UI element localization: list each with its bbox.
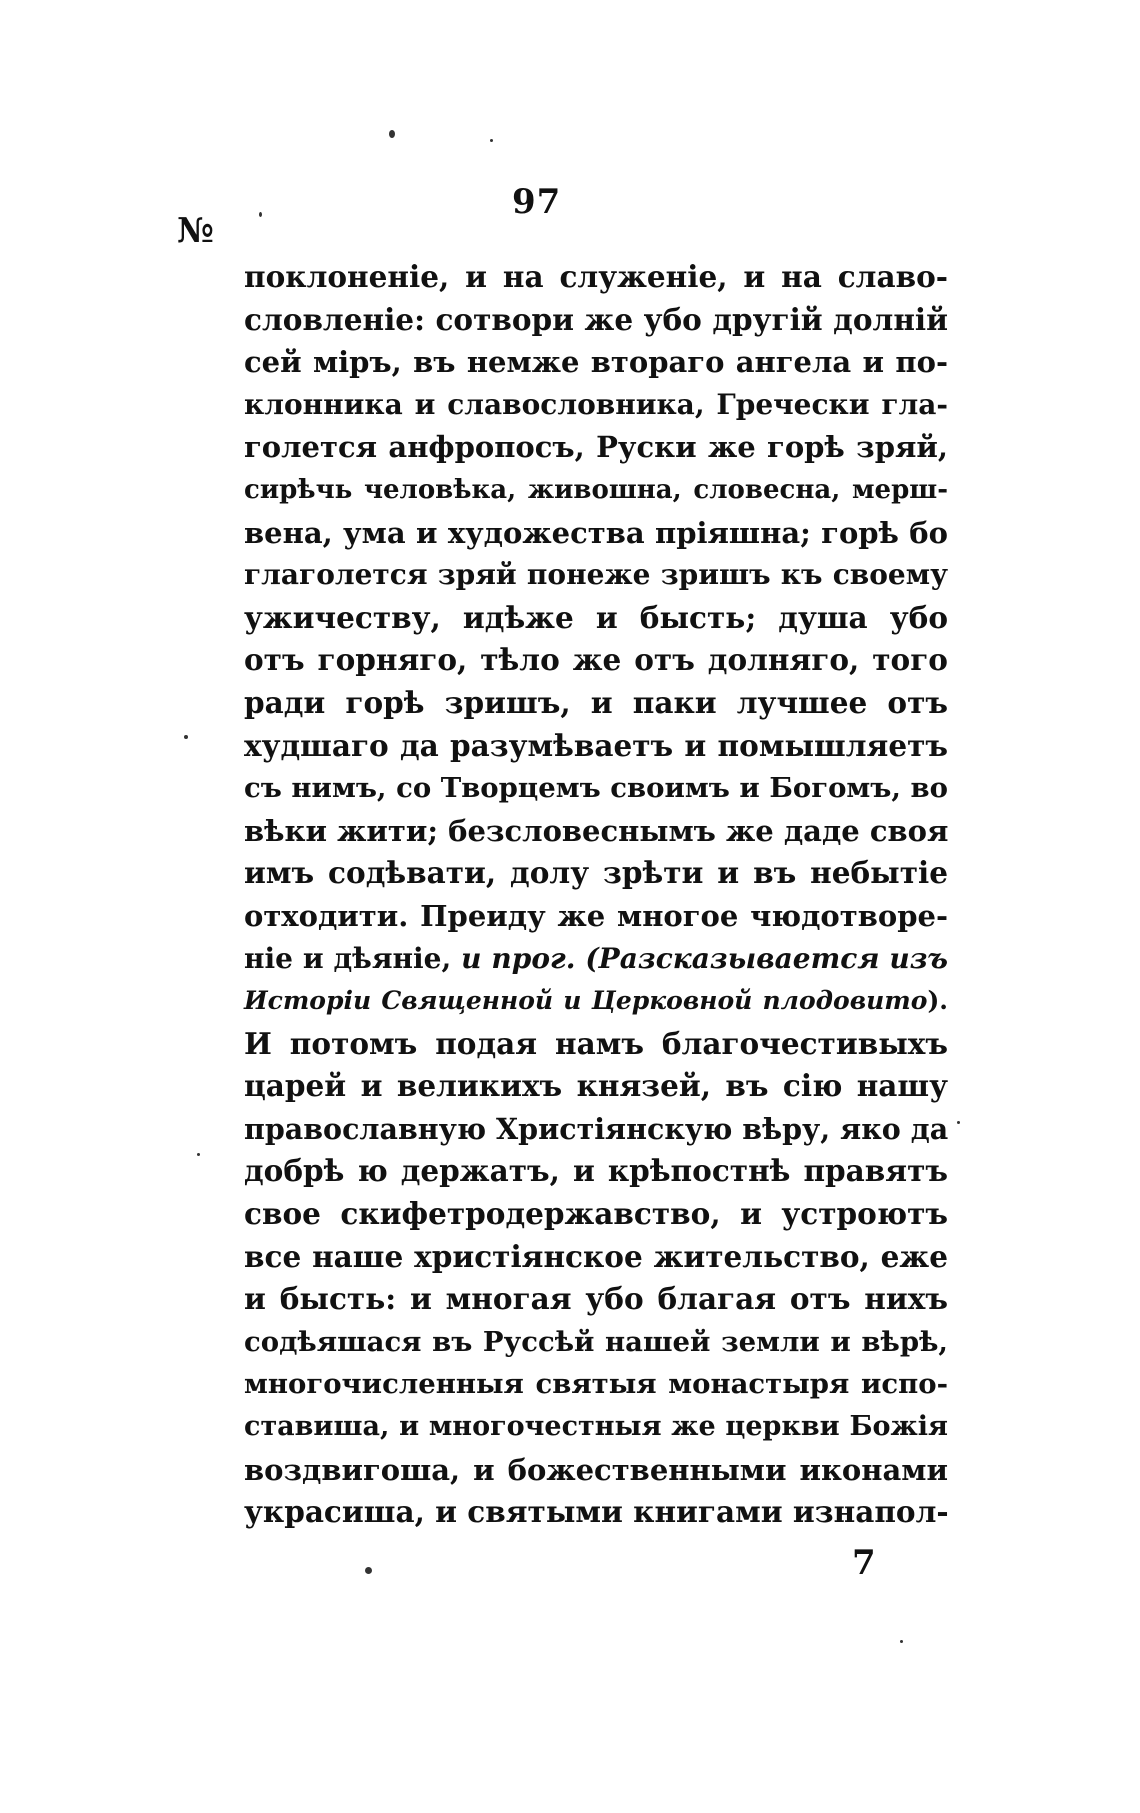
text-line <box>244 1193 948 1236</box>
text-segment: ). <box>927 986 948 1016</box>
signature-mark: 7 <box>852 1543 876 1583</box>
text-line <box>244 1150 948 1193</box>
text-line <box>244 1108 948 1151</box>
text-segment: имъ содѣвати, долу зрѣти и въ небытіе <box>244 855 948 891</box>
text-line <box>244 469 948 512</box>
text-segment: И потомъ подая намъ благочестивыхъ <box>244 1025 948 1061</box>
text-segment: сирѣчь человѣка, живошна, словесна, мерш- <box>244 474 948 505</box>
text-line <box>244 639 948 682</box>
text-line <box>244 810 948 853</box>
text-segment: отъ горняго, тѣло же отъ долняго, того <box>244 642 948 678</box>
text-line <box>244 725 948 768</box>
text-segment: царей и великихъ князей, въ сію нашу <box>244 1068 948 1104</box>
text-segment: и прог. (Разсказывается изъ <box>461 941 949 975</box>
text-segment: все наше христіянское жительство, еже <box>244 1238 948 1274</box>
text-line <box>244 767 948 810</box>
text-line <box>244 1236 948 1279</box>
text-segment: отходити. Преиду же многое чюдотворе- <box>244 898 948 933</box>
text-line <box>244 341 948 384</box>
text-segment: добрѣ ю держатъ, и крѣпостнѣ правятъ <box>244 1153 948 1189</box>
text-line <box>244 384 948 427</box>
text-line <box>244 1023 948 1066</box>
text-segment: ставиша, и многочестныя же церкви Божія <box>244 1411 948 1443</box>
ink-speck <box>365 1567 372 1574</box>
text-line <box>244 895 948 938</box>
text-line <box>244 852 948 895</box>
ink-speck <box>389 130 395 138</box>
page-number: 97 <box>512 182 562 222</box>
text-segment: словленіе: сотвори же убо другій долній <box>244 301 948 337</box>
text-line <box>244 554 948 597</box>
text-line <box>244 1491 948 1534</box>
text-line <box>244 256 948 299</box>
text-segment: содѣяшася въ Руссѣй нашей земли и вѣрѣ, <box>244 1325 948 1358</box>
text-segment: ужичеству, идѣже и бысть; душа убо <box>244 599 948 635</box>
text-line <box>244 1065 948 1108</box>
ink-speck <box>900 1640 903 1643</box>
ink-speck <box>197 1153 200 1156</box>
text-segment: худшаго да разумѣваетъ и помышляетъ <box>244 727 948 763</box>
text-segment: украсиша, и святыми книгами изнапол- <box>244 1494 949 1530</box>
text-segment: клонника и славословника, Гречески гла- <box>244 387 948 421</box>
text-segment: многочисленныя святыя монастыря испо- <box>244 1368 948 1401</box>
text-line <box>244 980 948 1023</box>
text-segment: Исторіи Священной и Церковной плодовито <box>244 986 928 1016</box>
text-line <box>244 1321 948 1364</box>
text-segment: вѣки жити; безсловеснымъ же даде своя <box>244 813 949 848</box>
text-segment: сей міръ, въ немже вторaго ангела и по- <box>244 345 948 380</box>
ink-speck <box>957 1121 960 1124</box>
text-segment: ніе и дѣяніе, <box>244 941 462 975</box>
text-line <box>244 512 948 555</box>
ink-speck <box>490 139 493 142</box>
text-segment: свое скифетродержавство, и устроютъ <box>244 1196 948 1232</box>
text-segment: голется анфропосъ, Руски же горѣ зряй, <box>244 430 948 465</box>
ink-speck <box>259 212 262 217</box>
text-line <box>244 938 948 981</box>
ink-speck <box>184 735 188 739</box>
text-segment: воздвигоша, и божественными иконами <box>244 1452 948 1487</box>
text-line <box>244 597 948 640</box>
body-text <box>244 256 948 1534</box>
text-line <box>244 299 948 342</box>
text-line <box>244 1406 948 1449</box>
text-line <box>244 1278 948 1321</box>
number-sign: № <box>177 211 214 251</box>
text-segment: съ нимъ, со Творцемъ своимъ и Богомъ, во <box>244 772 948 805</box>
text-line <box>244 1363 948 1406</box>
text-segment: глаголется зряй понеже зришъ къ своему <box>244 558 948 592</box>
text-line <box>244 426 948 469</box>
text-segment: ради горѣ зришъ, и паки лучшее отъ <box>244 684 948 720</box>
text-segment: и бысть: и многая убо благая отъ нихъ <box>244 1281 948 1317</box>
text-segment: поклоненіе, и на служеніе, и на славо- <box>244 259 948 294</box>
text-line <box>244 1449 948 1492</box>
text-segment: вена, ума и художества пріяшна; горѣ бо <box>244 515 948 550</box>
text-line <box>244 682 948 725</box>
text-segment: православную Христіянскую вѣру, яко да <box>244 1111 949 1146</box>
